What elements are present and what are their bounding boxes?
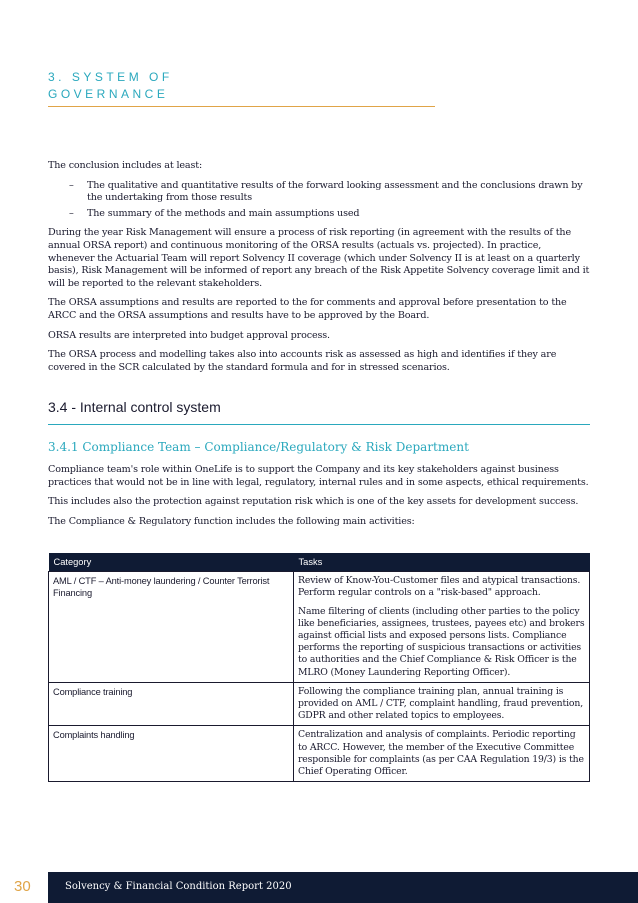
tasks-cell <box>294 572 590 683</box>
task-text: Name filtering of clients (including other parties to the policy like beneficiaries, assignees, trustees, payees etc) and brokers against official lists and exposed persons lists. Compliance performs the reporting of suspicious transactions or activities to authorities and the Chief Compliance & Risk Officer is the MLRO (Money Laundering Reporting Officer). <box>298 605 585 678</box>
list-item-text: The summary of the methods and main assumptions used <box>87 207 360 219</box>
subsection-divider <box>48 424 590 425</box>
compliance-body <box>48 464 590 535</box>
category-cell: AML / CTF – Anti-money laundering / Counter Terrorist Financing <box>49 572 294 683</box>
table-header-row <box>49 553 590 572</box>
list-item-text: The qualitative and quantitative results of the forward looking assessment and the conclusions drawn by the undertaking from those results <box>87 179 583 204</box>
list-item <box>48 180 590 205</box>
paragraph: This includes also the protection against reputation risk which is one of the key assets for development success. <box>48 496 579 508</box>
tasks-cell <box>294 682 590 726</box>
paragraph: The Compliance & Regulatory function includes the following main activities: <box>48 515 415 527</box>
task-text: Review of Know-You-Customer files and atypical transactions. Perform regular controls on a "risk-based" approach. <box>298 575 581 599</box>
title-divider <box>48 106 435 107</box>
category-cell: Complaints handling <box>49 726 294 782</box>
intro-body <box>48 160 590 381</box>
subsection-heading: 3.4 - Internal control system <box>48 399 221 415</box>
paragraph: ORSA results are interpreted into budget approval process. <box>48 329 330 341</box>
section-title <box>48 69 173 103</box>
table-row <box>49 572 590 683</box>
page-number: 30 <box>14 878 31 895</box>
section-title-line2: GOVERNANCE <box>48 87 169 101</box>
activities-table <box>48 553 590 782</box>
paragraph: During the year Risk Management will ensure a process of risk reporting (in agreement with the results of the annual ORSA report) and continuous monitoring of the ORSA results (actuals vs. projected). In practice, whenever the Actuarial Team will report Solvency II coverage (which under Solvency II is at least on a quarterly basis), Risk Management will be informed of report any breach of the Risk Appetite Solvency coverage limit and it will be reported to the relevant stakeholders. <box>48 227 590 289</box>
column-header-tasks: Tasks <box>294 553 590 572</box>
task-text: Centralization and analysis of complaints. Periodic reporting to ARCC. However, the member of the Executive Committee responsible for complaints (as per CAA Regulation 19/3) is the Chief Operating Officer. <box>298 729 584 778</box>
paragraph: Compliance team's role within OneLife is to support the Company and its key stakeholders against business practices that would not be in line with legal, regulatory, internal rules and in some aspects, ethical requirements. <box>48 464 589 488</box>
tasks-cell <box>294 726 590 782</box>
conclusion-list <box>48 180 590 221</box>
column-header-category: Category <box>49 553 294 572</box>
table-row <box>49 726 590 782</box>
task-text: Following the compliance training plan, annual training is provided on AML / CTF, complaint handling, fraud prevention, GDPR and other related topics to employees. <box>298 685 584 722</box>
section-title-line1: 3. SYSTEM OF <box>48 70 173 84</box>
category-cell: Compliance training <box>49 682 294 726</box>
list-item <box>48 208 590 221</box>
sub-subsection-heading: 3.4.1 Compliance Team – Compliance/Regulatory & Risk Department <box>48 440 469 454</box>
paragraph: The ORSA assumptions and results are reported to the for comments and approval before presentation to the ARCC and the ORSA assumptions and results have to be approved by the Board. <box>48 297 567 321</box>
table-row <box>49 682 590 726</box>
paragraph: The ORSA process and modelling takes also into accounts risk as assessed as high and identifies if they are covered in the SCR calculated by the standard formula and for in stressed scenarios. <box>48 349 557 373</box>
intro-lead: The conclusion includes at least: <box>48 160 203 171</box>
dash-bullet: – <box>69 207 74 219</box>
dash-bullet: – <box>69 179 74 191</box>
footer-bar <box>48 872 638 903</box>
footer-report-title: Solvency & Financial Condition Report 2020 <box>65 881 292 892</box>
